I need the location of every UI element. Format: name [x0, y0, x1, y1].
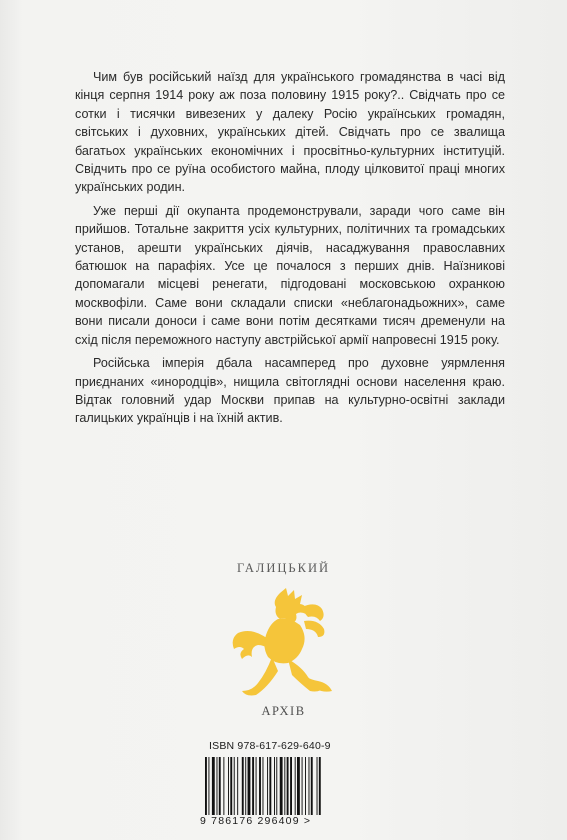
publisher-name-top: ГАЛИЦЬКИЙ [237, 561, 330, 575]
rampant-lion-icon [228, 587, 338, 699]
publisher-name-bottom: АРХІВ [261, 704, 306, 718]
isbn-label: ISBN 978-617-629-640-9 [209, 740, 331, 752]
cover-text-block [75, 68, 505, 433]
barcode-digits: 9 786176 296409 > [200, 815, 312, 827]
paragraph-3: Російська імперія дбала насамперед про духовне уярмлення приєднаних «инородців», нищила світоглядні основи населення краю. Відтак головний удар Москви припав на культурно-освітні заклади галицьких українців і на їхній актив. [75, 356, 505, 426]
paragraph-1: Чим був російський наїзд для українського громадянства в часі від кінця серпня 1914 року аж поза половину 1915 року?.. Свідчать про се сотки і тисячки вивезених у далеку Росію українських громадян, світських і духовних, українських дітей. Свідчать про се звалища багатьох українських економічних і просвітньо-культурних інституцій. Свідчить про се руїна особистого майна, плоду цілковитої праці многих українських родин. [75, 70, 505, 195]
barcode-icon [205, 757, 355, 815]
paragraph-2: Уже перші дії окупанта продемонстрували, заради чого саме він прийшов. Тотальне закриття усіх культурних, політичних та громадських установ, арешти українських діячів, насаджування православних батюшок на парафіях. Усе це почалося з перших днів. Наїзникові допомагали місцеві ренегати, підгодовані московською охранкою москвофіли. Саме вони складали списки «неблагонадьожних», саме вони писали доноси і саме вони потім десятками тисяч дременули на схід після переможного наступу австрійської армії напровесні 1915 року. [75, 203, 505, 347]
